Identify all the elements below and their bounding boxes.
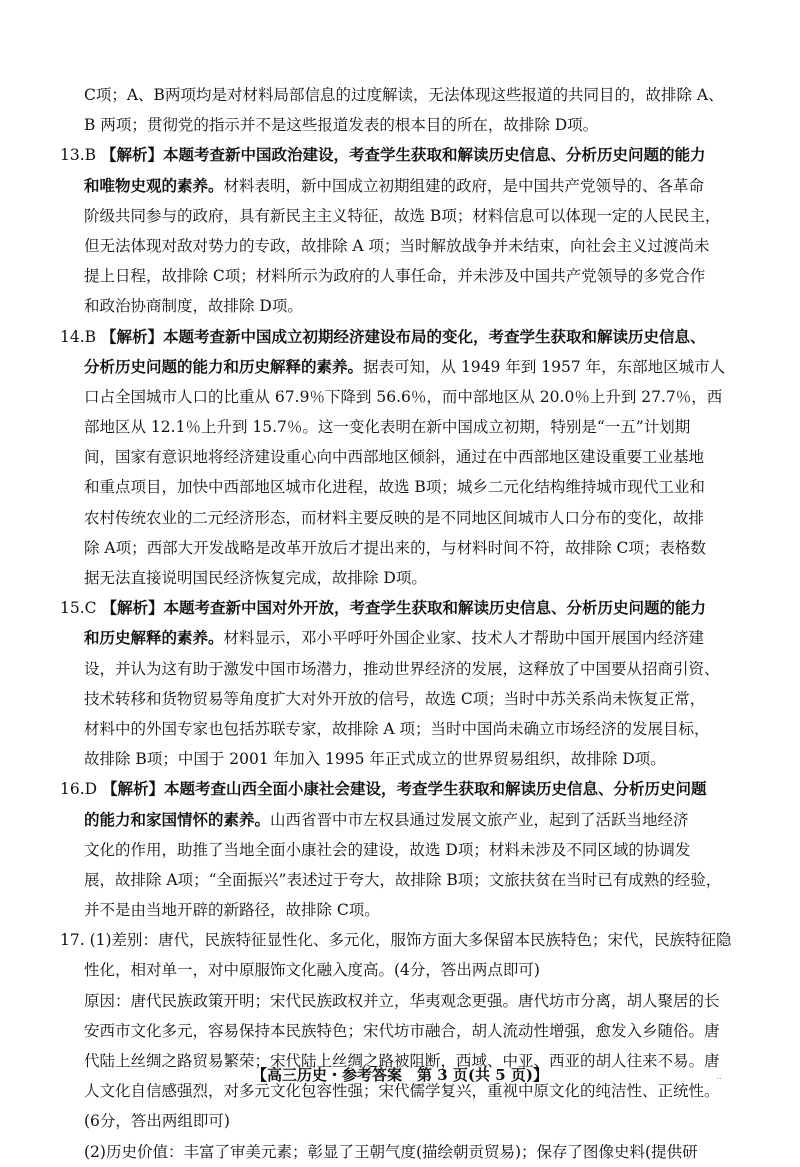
bold-analysis-text: 【解析】本题考查新中国成立初期经济建设布局的变化，考查学生获取和解读历史信息、 <box>100 326 706 346</box>
line-text: 故排除 B项；中国于 2001 年加入 1995 年正式成立的世界贸易组织，故排除 D项。 <box>84 750 666 769</box>
text-line <box>60 110 750 140</box>
text-line <box>60 291 750 321</box>
text-line <box>60 1137 750 1167</box>
question-number: 15.C <box>60 599 97 618</box>
line-text: 提上日程，故排除 C项；材料所示为政府的人事任命，并未涉及中国共产党领导的多党合作 <box>84 267 706 286</box>
text-line <box>60 261 750 291</box>
text-line <box>60 80 750 110</box>
answer-body <box>60 80 750 1167</box>
line-text: 据表可知，从 1949 年到 1957 年，东部地区城市人 <box>363 357 726 376</box>
line-text: 文化的作用，助推了当地全面小康社会的建设，故选 D项；材料未涉及不同区域的协调发 <box>84 840 691 859</box>
line-text: 农村传统农业的二元经济形态，而材料主要反映的是不同地区间城市人口分布的变化，故排 <box>84 508 705 527</box>
corner-mark: .. <box>716 1072 722 1082</box>
bold-analysis-text: 【解析】本题考查新中国对外开放，考查学生获取和解读历史信息、分析历史问题的能力 <box>101 598 706 618</box>
text-line <box>60 895 750 925</box>
bold-analysis-text: 【解析】本题考查新中国政治建设，考查学生获取和解读历史信息、分析历史问题的能力 <box>100 145 706 165</box>
line-text: 和重点项目，加快中西部地区城市化进程，故选 B项；城乡二元化结构维持城市现代工业和 <box>84 478 705 497</box>
text-line <box>60 231 750 261</box>
text-line <box>60 1106 750 1136</box>
line-text: 设，并认为这有助于激发中国市场潜力，推动世界经济的发展，这释放了中国要从招商引资、 <box>84 659 720 678</box>
line-text: 和政治协商制度，故排除 D项。 <box>84 297 303 316</box>
line-text: 但无法体现对敌对势力的专政，故排除 A 项；当时解放战争并未结束，向社会主义过渡尚未 <box>84 236 710 255</box>
line-text: 山西省晋中市左权县通过发展文旅产业，起到了活跃当地经济 <box>270 810 689 829</box>
text-line <box>60 352 750 382</box>
bold-analysis-text: 分析历史问题的能力和历史解释的素养。 <box>84 356 364 376</box>
line-text: (1)差别：唐代，民族特征显性化、多元化，服饰方面大多保留本民族特色；宋代，民族特征隐 <box>89 931 732 950</box>
bold-analysis-text: 和历史解释的素养。 <box>84 628 224 648</box>
text-line <box>60 714 750 744</box>
line-text: 口占全国城市人口的比重从 67.9％下降到 56.6％，而中部地区从 20.0％上升到 27.7％，西 <box>84 387 723 406</box>
question-number: 14.B <box>60 327 97 346</box>
text-line <box>60 503 750 533</box>
text-line <box>60 654 750 684</box>
text-line <box>60 563 750 593</box>
text-line <box>60 201 750 231</box>
text-line <box>60 1016 750 1046</box>
text-line <box>60 623 750 653</box>
line-text: 材料表明，新中国成立初期组建的政府，是中国共产党领导的、各革命 <box>223 176 705 195</box>
line-text: 代陆上丝绸之路贸易繁荣；宋代陆上丝绸之路被阻断，西域、中亚、西亚的胡人往来不易。唐 <box>84 1052 720 1070</box>
line-text: C项；A、B两项均是对材料局部信息的过度解读，无法体现这些报道的共同目的，故排除 A、 <box>84 86 724 104</box>
question-number: 13.B <box>60 146 97 165</box>
line-text: 部地区从 12.1％上升到 15.7％。这一变化表明在新中国成立初期，特别是“一五”计划期 <box>84 418 691 437</box>
text-line <box>60 925 750 955</box>
line-text: 原因：唐代民族政策开明；宋代民族政权并立，华夷观念更强。唐代坊市分离，胡人聚居的长 <box>84 991 720 1010</box>
line-text: 安西市文化多元，容易保持本民族特色；宋代坊市融合，胡人流动性增强，愈发入乡随俗。唐 <box>84 1021 720 1040</box>
line-text: 展，故排除 A项；“全面振兴”表述过于夸大，故排除 B项；文旅扶贫在当时已有成熟的经验， <box>84 870 722 889</box>
text-line <box>60 684 750 714</box>
question-number: 16.D <box>60 780 98 799</box>
text-line <box>60 322 750 352</box>
line-text: 阶级共同参与的政府，具有新民主主义特征，故选 B项；材料信息可以体现一定的人民民主， <box>84 206 721 225</box>
line-text: 据无法直接说明国民经济恢复完成，故排除 D项。 <box>84 569 427 587</box>
text-line <box>60 744 750 774</box>
bold-analysis-text: 的能力和家国情怀的素养。 <box>84 809 271 829</box>
text-line <box>60 171 750 201</box>
text-line <box>60 774 750 804</box>
line-text: 材料显示，邓小平呼吁外国企业家、技术人才帮助中国开展国内经济建 <box>223 629 705 648</box>
text-line <box>60 835 750 865</box>
page-footer: 【高三历史・参考答案 第 3 页(共 5 页)】 <box>252 1066 548 1084</box>
line-text: 除 A项；西部大开发战略是改革开放后才提出来的，与材料时间不符，故排除 C项；表格数 <box>84 538 706 557</box>
text-line <box>60 140 750 170</box>
text-line <box>60 382 750 412</box>
line-text: (2)历史价值：丰富了审美元素；彰显了王朝气度(描绘朝贡贸易)；保存了图像史料(提供研 <box>84 1142 698 1161</box>
line-text: B 两项；贯彻党的指示并不是这些报道发表的根本目的所在，故排除 D项。 <box>84 116 599 135</box>
line-text: 技术转移和货物贸易等角度扩大对外开放的信号，故选 C项；当时中苏关系尚未恢复正常， <box>84 689 706 708</box>
text-line <box>60 533 750 563</box>
bold-analysis-text: 【解析】本题考查山西全面小康社会建设，考查学生获取和解读历史信息、分析历史问题 <box>102 779 707 799</box>
text-line <box>60 593 750 623</box>
text-line <box>60 472 750 502</box>
text-line <box>60 412 750 442</box>
text-line <box>60 865 750 895</box>
text-line <box>60 442 750 472</box>
text-line <box>60 805 750 835</box>
bold-analysis-text: 和唯物史观的素养。 <box>84 175 224 195</box>
line-text: 并不是由当地开辟的新路径，故排除 C项。 <box>84 901 380 920</box>
text-line <box>60 986 750 1016</box>
line-text: 人文化自信感强烈，对多元文化包容性强；宋代儒学复兴，重视中原文化的纯洁性、正统性。 <box>84 1082 720 1101</box>
line-text: 间，国家有意识地将经济建设重心向中西部地区倾斜，通过在中西部地区建设重要工业基地 <box>84 448 705 467</box>
line-text: (6分，答出两组即可) <box>84 1112 230 1131</box>
line-text: 材料中的外国专家也包括苏联专家，故排除 A 项；当时中国尚未确立市场经济的发展目标， <box>84 719 710 738</box>
question-number: 17. <box>60 931 85 950</box>
line-text: 性化，相对单一，对中原服饰文化融入度高。(4分，答出两点即可) <box>84 961 540 980</box>
text-line <box>60 955 750 985</box>
